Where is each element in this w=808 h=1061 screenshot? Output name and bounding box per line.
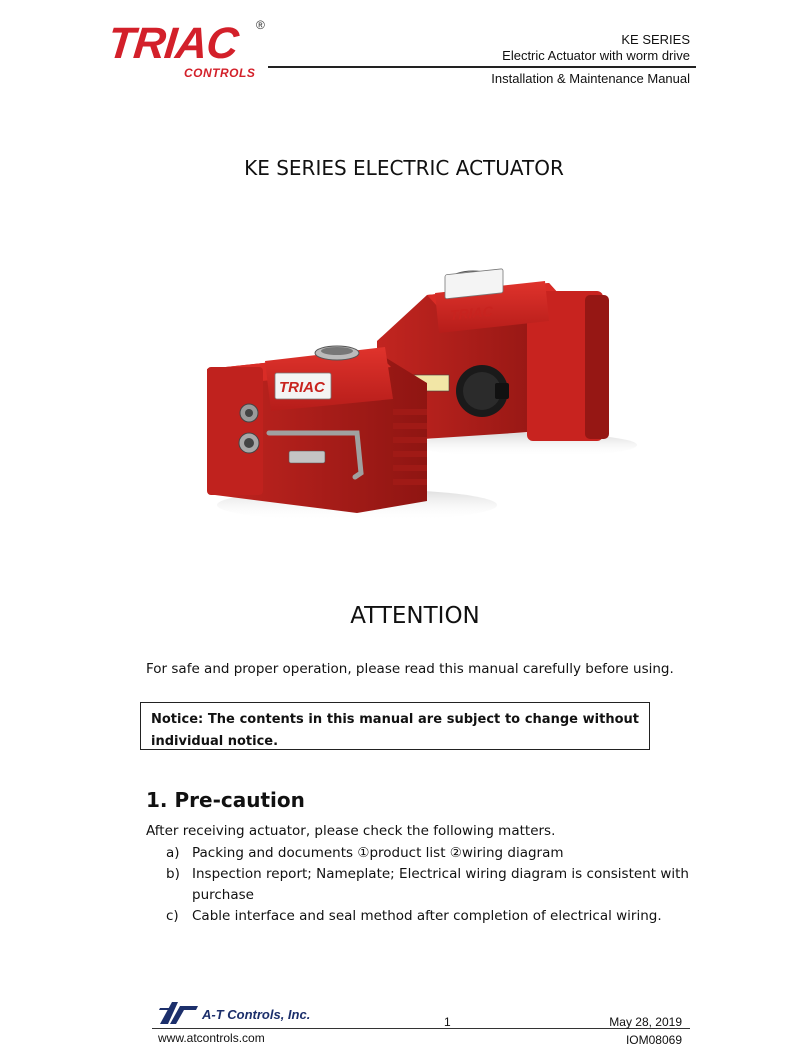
header-divider <box>268 66 696 68</box>
list-item-text: Packing and documents ①product list ②wiring diagram <box>192 845 564 861</box>
section-intro: After receiving actuator, please check the following matters. <box>146 823 556 839</box>
actuator-front <box>207 346 427 513</box>
list-item-marker: c) <box>166 908 179 924</box>
safety-intro: For safe and proper operation, please read this manual carefully before using. <box>146 661 674 677</box>
triac-logo <box>105 18 268 82</box>
actuator-front-label: TRIAC <box>279 379 325 396</box>
header-subtitle: Electric Actuator with worm drive <box>502 48 690 63</box>
notice-box: Notice: The contents in this manual are subject to change without individual notice. <box>140 702 650 750</box>
footer-url[interactable]: www.atcontrols.com <box>158 1031 265 1045</box>
at-controls-icon <box>156 1000 200 1026</box>
footer-doc-id: IOM08069 <box>625 1033 682 1047</box>
actuator-back-label: TRIAC <box>450 302 493 324</box>
list-item-text: Inspection report; Nameplate; Electrical wiring diagram is consistent with purchase <box>192 866 689 903</box>
section-heading-precaution: 1. Pre-caution <box>146 788 305 812</box>
footer-date: May 28, 2019 <box>609 1015 682 1029</box>
header-manual-title: Installation & Maintenance Manual <box>491 71 690 86</box>
registered-mark: ® <box>256 18 265 32</box>
list-item-text: Cable interface and seal method after completion of electrical wiring. <box>192 908 662 924</box>
attention-heading: ATTENTION <box>350 603 480 629</box>
logo-wordmark: TRIAC <box>105 19 241 68</box>
header-series-block <box>502 32 690 64</box>
list-item-marker: a) <box>166 845 180 861</box>
actuator-photo <box>177 233 643 551</box>
page-number: 1 <box>444 1015 451 1029</box>
header-series: KE SERIES <box>621 32 690 47</box>
document-title: KE SERIES ELECTRIC ACTUATOR <box>244 156 564 180</box>
footer-logo <box>156 1000 326 1026</box>
footer-company: A-T Controls, Inc. <box>202 1007 311 1022</box>
precaution-list <box>166 843 689 927</box>
list-item-marker: b) <box>166 866 180 882</box>
list-item <box>166 843 689 864</box>
list-item <box>166 906 689 927</box>
list-item <box>166 864 689 906</box>
logo-subtitle: CONTROLS <box>184 66 256 80</box>
